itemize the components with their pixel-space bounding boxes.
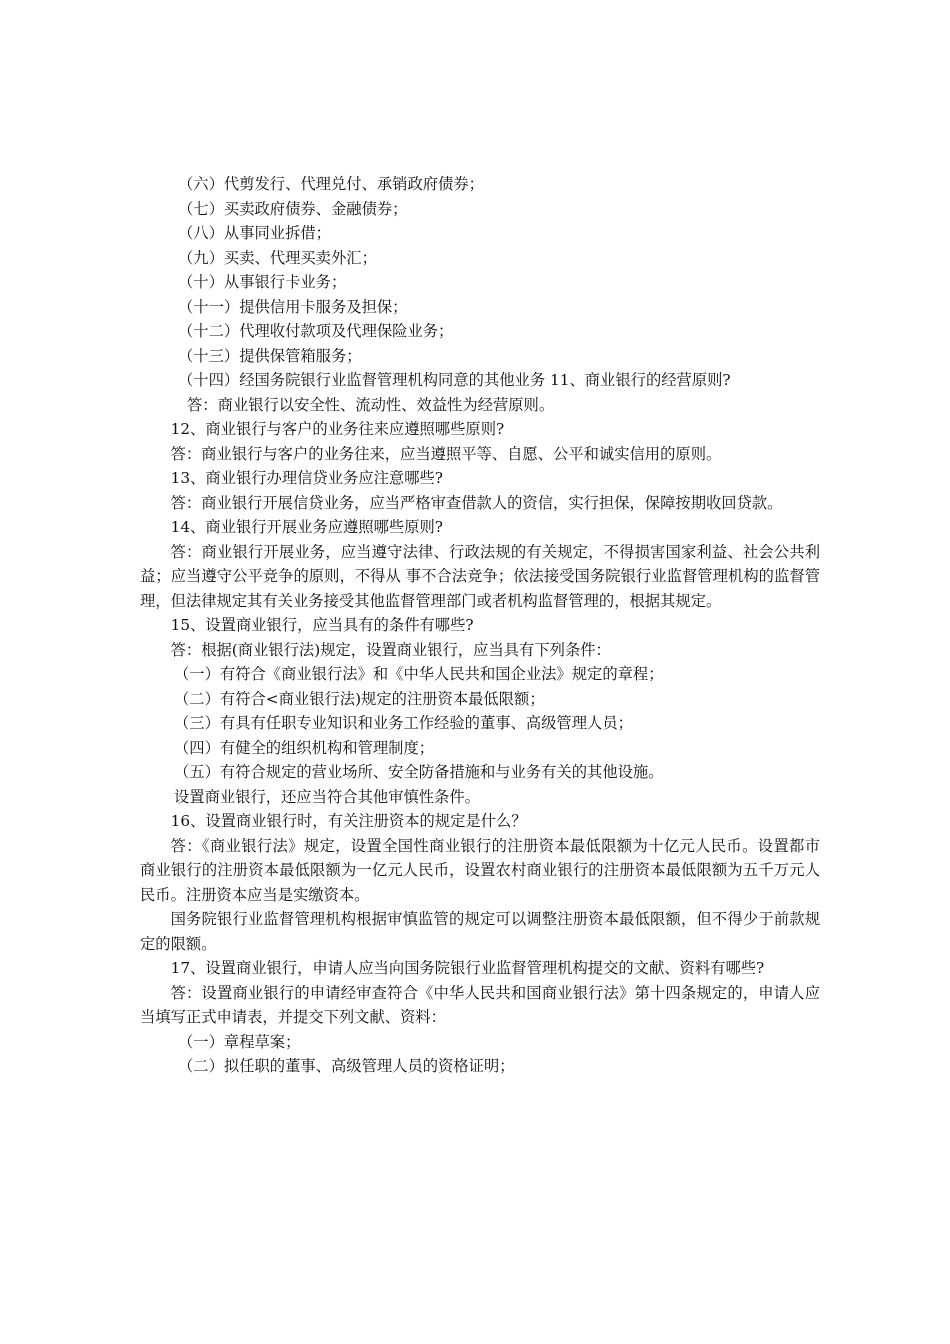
question-12: 12、商业银行与客户的业务往来应遵照哪些原则?	[170, 420, 505, 438]
prudential-note: 设置商业银行，还应当符合其他审慎性条件。	[174, 787, 480, 806]
document-body	[140, 172, 820, 1079]
answer-17: 答：设置商业银行的申请经审查符合《中华人民共和国商业银行法》第十四条规定的，申请人应当填写正式申请表，并提交下列文献、资料：	[140, 983, 820, 1026]
list-item-7: （七）买卖政府债券、金融债券；	[178, 199, 408, 218]
question-13: 13、商业银行办理信贷业务应注意哪些?	[170, 469, 444, 487]
condition-3: （三）有具有任职专业知识和业务工作经验的董事、高级管理人员；	[174, 714, 633, 732]
list-item-11: （十一）提供信用卡服务及担保；	[178, 297, 408, 316]
answer-13: 答：商业银行开展信贷业务，应当严格审查借款人的资信，实行担保，保障按期收回贷款。	[170, 493, 783, 512]
answer-16-cont: 国务院银行业监督管理机构根据审慎监管的规定可以调整注册资本最低限额，但不得少于前款规定的限额。	[140, 910, 820, 953]
list-item-12: （十二）代理收付款项及代理保险业务；	[178, 322, 454, 340]
condition-1: （一）有符合《商业银行法》和《中华人民共和国企业法》规定的章程；	[174, 665, 664, 683]
question-16: 16、设置商业银行时，有关注册资本的规定是什么？	[170, 812, 527, 830]
answer-14: 答：商业银行开展业务，应当遵守法律、行政法规的有关规定，不得损害国家利益、社会公共利益；应当遵守公平竞争的原则，不得从 事不合法竞争；依法接受国务院银行业监督管理机构的监督管理，但法律规定其有关业务接受其他监督管理部门或者机构监督管理的，根据其规定。	[140, 542, 820, 610]
document-item-2: （二）拟任职的董事、高级管理人员的资格证明；	[178, 1057, 515, 1075]
list-item-8: （八）从事同业拆借；	[178, 224, 331, 242]
list-item-13: （十三）提供保管箱服务；	[178, 346, 362, 365]
condition-4: （四）有健全的组织机构和管理制度；	[174, 738, 435, 757]
answer-16: 答：《商业银行法》规定，设置全国性商业银行的注册资本最低限额为十亿元人民币。设置都市商业银行的注册资本最低限额为一亿元人民币，设置农村商业银行的注册资本最低限额为五千万元人民币。注册资本应当是实缴资本。	[140, 836, 820, 904]
question-14: 14、商业银行开展业务应遵照哪些原则?	[170, 518, 444, 536]
condition-2: （二）有符合<商业银行法)规定的注册资本最低限额；	[174, 689, 545, 708]
answer-12: 答：商业银行与客户的业务往来，应当遵照平等、自愿、公平和诚实信用的原则。	[170, 444, 722, 463]
question-17: 17、设置商业银行，申请人应当向国务院银行业监督管理机构提交的文献、资料有哪些?	[170, 959, 765, 977]
list-item-9: （九）买卖、代理买卖外汇；	[178, 248, 377, 267]
list-item-14: （十四）经国务院银行业监督管理机构同意的其他业务 11、商业银行的经营原则?	[178, 371, 731, 389]
question-15: 15、设置商业银行，应当具有的条件有哪些?	[170, 616, 474, 634]
answer-11: 答：商业银行以安全性、流动性、效益性为经营原则。	[187, 395, 555, 414]
condition-5: （五）有符合规定的营业场所、安全防备措施和与业务有关的其他设施。	[174, 763, 664, 781]
answer-15: 答：根据(商业银行法)规定，设置商业银行，应当具有下列条件：	[170, 640, 611, 659]
list-item-10: （十）从事银行卡业务；	[178, 273, 347, 291]
document-item-1: （一）章程草案；	[178, 1032, 301, 1051]
list-item-6: （六）代剪发行、代理兑付、承销政府债券；	[178, 175, 484, 193]
